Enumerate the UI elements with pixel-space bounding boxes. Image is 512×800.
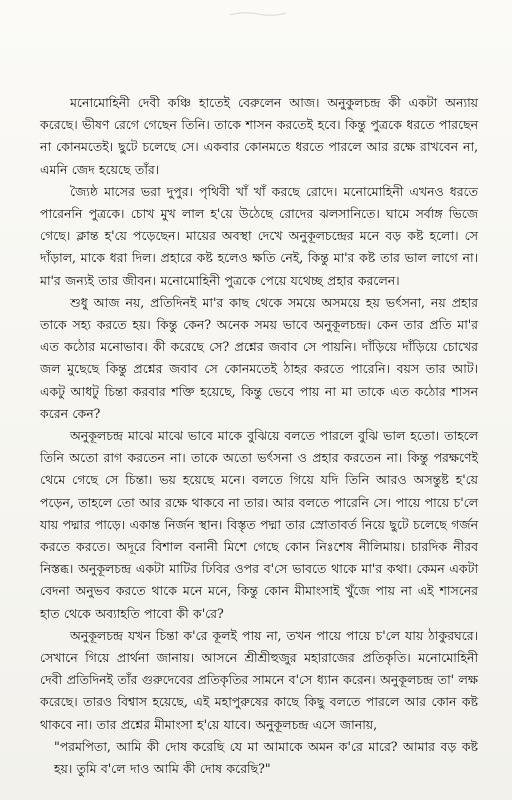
paragraph-3: শুধু আজ নয়, প্রতিদিনই মা'র কাছ থেকে সময়ে অসময়ে হয় ভর্ৎসনা, নয় প্রহার তাকে সহ্য করতে হয়। কিন্তু কেন? অনেক সময় ভাবে অনুকূলচন্দ্র। কেন তার প্রতি মা'র এত কঠোর মনোভাব। কী করেছে সে? প্রশ্নের জবাব সে পায়নি। দাঁড়িয়ে দাঁড়িয়ে চোখের জল মুছেছে কিন্তু প্রশ্নের জবাব সে কোনমতেই ঠাহর করতে পারেনি। বয়স তার আট। একটু আধটু চিন্তা করবার শক্তি হয়েছে, কিন্তু ভেবে পায় না মা তাকে এত কঠোর শাসন করেন কেন? xyxy=(40,294,478,421)
paragraph-1: মনোমোহিনী দেবী কঞ্চি হাতেই বেরুলেন আজ। অনুকুলচন্দ্র কী একটা অন্যায় করেছে। ভীষণ রেগে গেছেন তিনি। তাকে শাসন করতেই হবে। কিন্তু পুত্রকে ধরতে পারছেন না কোনমতেই। ছুটে চলেছে সে। একবার কোনমতে ধরতে পারলে আর রক্ষে রাখবেন না, এমনি জেদ হয়েছে তাঁর। xyxy=(40,95,478,177)
paragraph-2: জ্যৈষ্ঠ মাসের ভরা দুপুর। পৃথিবী খাঁ খাঁ করছে রোদে। মনোমোহিনী এখনও ধরতে পারেননি পুত্রকে। চোখ মুখ লাল হ'য়ে উঠেছে রোদের ঝলসানিতে। ঘামে সর্বাঙ্গ ভিজে গেছে। ক্লান্ত হ'য়ে পড়েছেন। মায়ের অবস্থা দেখে অনুকূলচন্দ্রের মনে বড় কষ্ট হলো। সে দাঁড়াল, মাকে ধরা দিল। প্রহারে কষ্ট হলেও ক্ষতি নেই, কিন্তু মা'র কষ্ট তার ভাল লাগে না। মা'র জন্যই তার জীবন। মনোমোহিনী পুত্রকে পেয়ে যথেচ্ছ প্রহার করলেন। xyxy=(40,183,478,288)
page-top-smudge xyxy=(228,10,288,18)
paragraph-5: অনুকূলচন্দ্র যখন চিন্তা ক'রে কূলই পায় না, তখন পায়ে পায়ে চ'লে যায় ঠাকুরঘরে। সেখানে গিয়ে প্রার্থনা জানায়। আসনে শ্রীশ্রীহুজুর মহারাজের প্রতিকৃতি। মনোমোহিনী দেবী প্রতিদিনই তাঁর গুরুদেবের প্রতিকৃতির সামনে ব'সে ধ্যান করেন। অনুকূলচন্দ্র তা' লক্ষ করেছে। তারও বিশ্বাস হয়েছে, এই মহাপুরুষের কাছে কিছু বলতে পারলে আর কোন কষ্ট থাকবে না। তার প্রশ্নের মীমাংসা হ'য়ে যাবে। অনুকূলচন্দ্র এসে জানায়, xyxy=(40,627,478,732)
body-text xyxy=(40,92,478,780)
paragraph-4: অনুকূলচন্দ্র মাঝে মাঝে ভাবে মাকে বুঝিয়ে বলতে পারলে বুঝি ভাল হতো। তাহলে তিনি অতো রাগ করতেন না। তাকে অতো ভর্ৎসনা ও প্রহার করতেন না। কিন্তু পরক্ষণেই থেমে গেছে সে চিন্তা। ভয় হয়েছে মনে। বলতে গিয়ে যদি তিনি আরও অসন্তুষ্ট হ'য়ে পড়েন, তাহলে তো আর রক্ষে থাকবে না তার। আর বলতে পারেনি সে। পায়ে পায়ে চ'লে যায় পদ্মার পাড়ে। একান্ত নির্জন স্থান। বিস্তৃত পদ্মা তার স্রোতাবর্ত নিয়ে ছুটে চলেছে গর্জন করতে করতে। অদূরে বিশাল বনানী মিশে গেছে কোন নিঃশেষ নীলিমায়। চারদিক নীরব নিস্তব্ধ। অনুকূলচন্দ্র একটা মাটির ঢিবির ওপর ব'সে ভাবতে থাকে মা'র কথা। কেমন একটা বেদনা অনুভব করতে থাকে মনে মনে, কিন্তু কোন মীমাংসাই খুঁজে পায় না এই শাসনের হাত থেকে অব্যাহতি পাবো কী ক'রে? xyxy=(40,428,478,621)
prayer-quote: "পরমপিতা, আমি কী দোষ করেছি যে মা আমাকে অমন ক'রে মারে? আমার বড় কষ্ট হয়। তুমি ব'লে দাও আমি কী দোষ করেছি?" xyxy=(54,738,478,777)
